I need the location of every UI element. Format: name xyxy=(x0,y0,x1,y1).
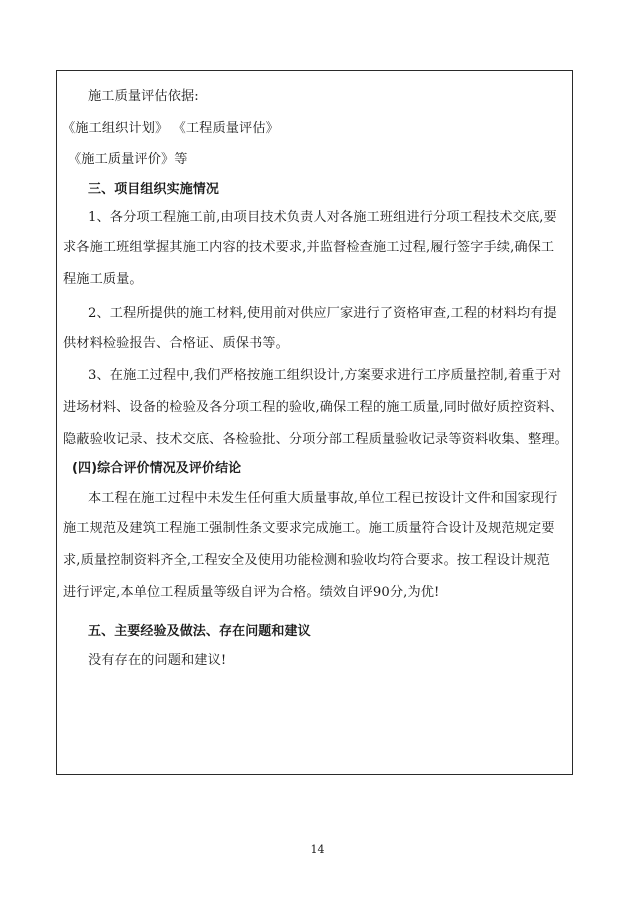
section3-p2-line-1: 2、工程所提供的施工材料,使用前对供应厂家进行了资格审查,工程的材料均有提 xyxy=(88,306,557,321)
section4-line-1: 本工程在施工过程中未发生任何重大质量事故,单位工程已按设计文件和国家现行 xyxy=(88,491,558,506)
section4-line-2: 施工规范及建筑工程施工强制性条文要求完成施工。施工质量符合设计及规范规定要 xyxy=(63,521,555,536)
section3-p1-line-2: 求各施工班组掌握其施工内容的技术要求,并监督检查施工过程,履行签字手续,确保工 xyxy=(63,240,555,255)
section3-p3-line-1: 3、在施工过程中,我们严格按施工组织设计,方案要求进行工序质量控制,着重于对 xyxy=(88,368,562,383)
section4-line-3: 求,质量控制资料齐全,工程安全及使用功能检测和验收均符合要求。按工程设计规范 xyxy=(63,553,550,568)
basis-docs-line-2: 《施工质量评价》等 xyxy=(68,152,188,167)
basis-heading: 施工质量评估依据: xyxy=(88,89,199,104)
page-number: 14 xyxy=(310,843,325,856)
basis-docs-line-1: 《施工组织计划》 《工程质量评估》 xyxy=(62,121,279,136)
section3-heading: 三、项目组织实施情况 xyxy=(88,182,220,197)
section5-heading: 五、主要经验及做法、存在问题和建议 xyxy=(88,624,311,639)
content-frame xyxy=(56,70,573,775)
section4-line-4: 进行评定,本单位工程质量等级自评为合格。绩效自评90分,为优! xyxy=(63,585,440,600)
section3-p1-line-3: 程施工质量。 xyxy=(63,272,143,287)
section3-p3-line-3: 隐蔽验收记录、技术交底、各检验批、分项分部工程质量验收记录等资料收集、整理。 xyxy=(63,432,568,447)
section4-heading: (四)综合评价情况及评价结论 xyxy=(72,461,242,476)
section3-p1-line-1: 1、各分项工程施工前,由项目技术负责人对各施工班组进行分项工程技术交底,要 xyxy=(88,210,557,225)
section3-p3-line-2: 进场材料、设备的检验及各分项工程的验收,确保工程的施工质量,同时做好质控资料、 xyxy=(63,400,564,415)
section5-text: 没有存在的问题和建议! xyxy=(88,653,227,668)
section3-p2-line-2: 供材料检验报告、合格证、质保书等。 xyxy=(63,336,289,351)
